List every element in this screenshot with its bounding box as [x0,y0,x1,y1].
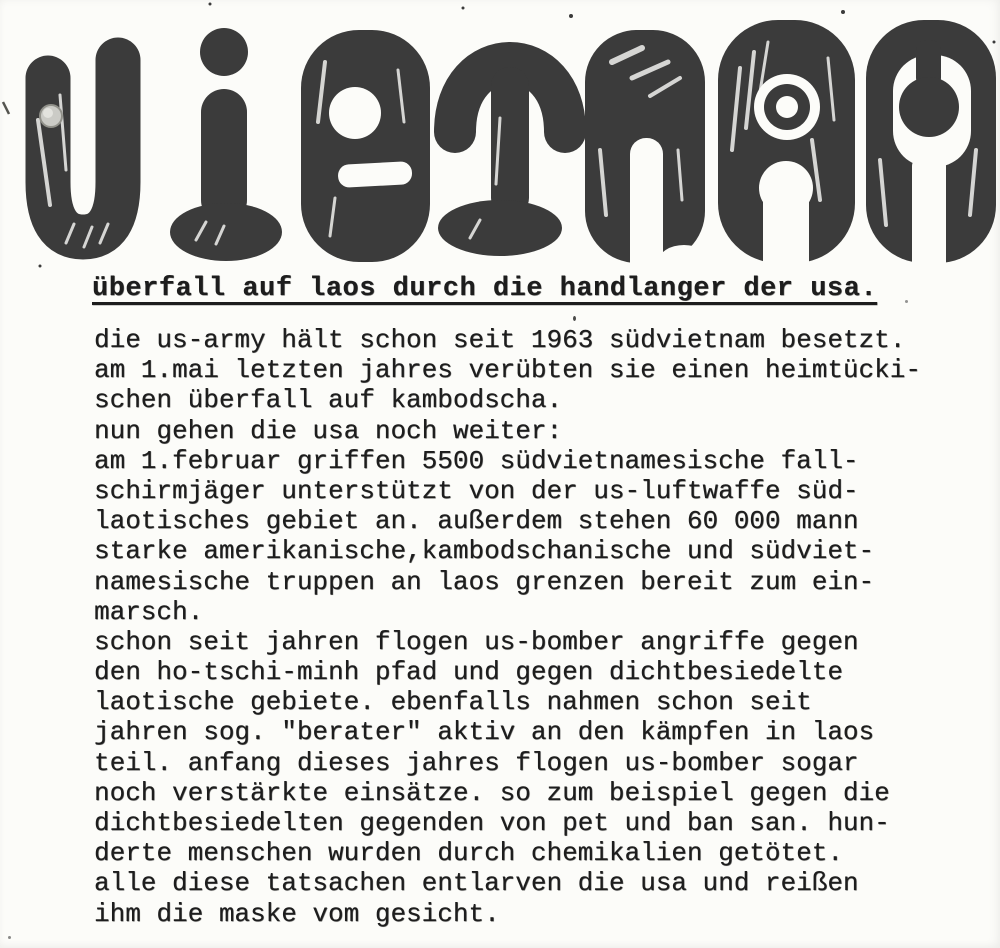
body-line: namesische truppen an laos grenzen bereit zum ein- [94,566,875,597]
body-line: schon seit jahren flogen us-bomber angriffe gegen [94,626,859,657]
punch-hole [40,105,62,127]
ink-speck [8,936,11,939]
body-line: jahren sog. "berater" aktiv an den kämpfen in laos [94,717,875,748]
body-line: teil. anfang dieses jahres flogen us-bomber sogar [94,747,859,778]
letter-e-body [301,30,430,262]
body-line: alle diese tatsachen entlarven die usa und reißen [94,868,859,899]
ink-speck [905,300,908,303]
body-line: marsch. [94,596,204,627]
body-line: schen überfall auf kambodscha. [94,385,563,416]
vietnam-title-art [0,0,1000,270]
body-line: den ho-tschi-minh pfad und gegen dichtbesiedelte [94,657,843,688]
letter-i-dot [200,28,248,76]
body-line: starke amerikanische,kambodschanische und südviet- [94,536,875,567]
body-line: dichtbesiedelten gegenden von pet und ban san. hun- [94,808,890,838]
body-line: laotisches gebiet an. außerdem stehen 60 000 mann [94,506,859,537]
body-line: schirmjäger unterstützt von der us-luftwaffe süd- [94,475,859,506]
body-line: derte menschen wurden durch chemikalien getötet. [94,838,843,869]
body-line: laotische gebiete. ebenfalls nahmen schon seit [94,687,812,718]
letter-v [48,60,118,237]
body-line: noch verstärkte einsätze. so zum beispiel gegen die [94,777,890,808]
document-heading: überfall auf laos durch die handlanger der usa. [92,274,878,304]
ink-speck [573,316,576,321]
letter-t-foot [438,200,562,256]
body-line: ihm die maske vom gesicht. [94,898,500,929]
letter-m-ball [899,77,959,137]
body-line: am 1.mai letzten jahres verübten sie einen heimtücki- [94,355,921,386]
body-line: nun gehen die usa noch weiter: [94,415,563,446]
body-line: am 1.februar griffen 5500 südvietnamesische fall- [94,445,859,476]
letter-i-foot [170,203,282,261]
title-counters-inner [776,96,798,118]
body-line: die us-army hält schon seit 1963 südvietnam besetzt. [94,325,906,355]
body-text [94,325,921,929]
